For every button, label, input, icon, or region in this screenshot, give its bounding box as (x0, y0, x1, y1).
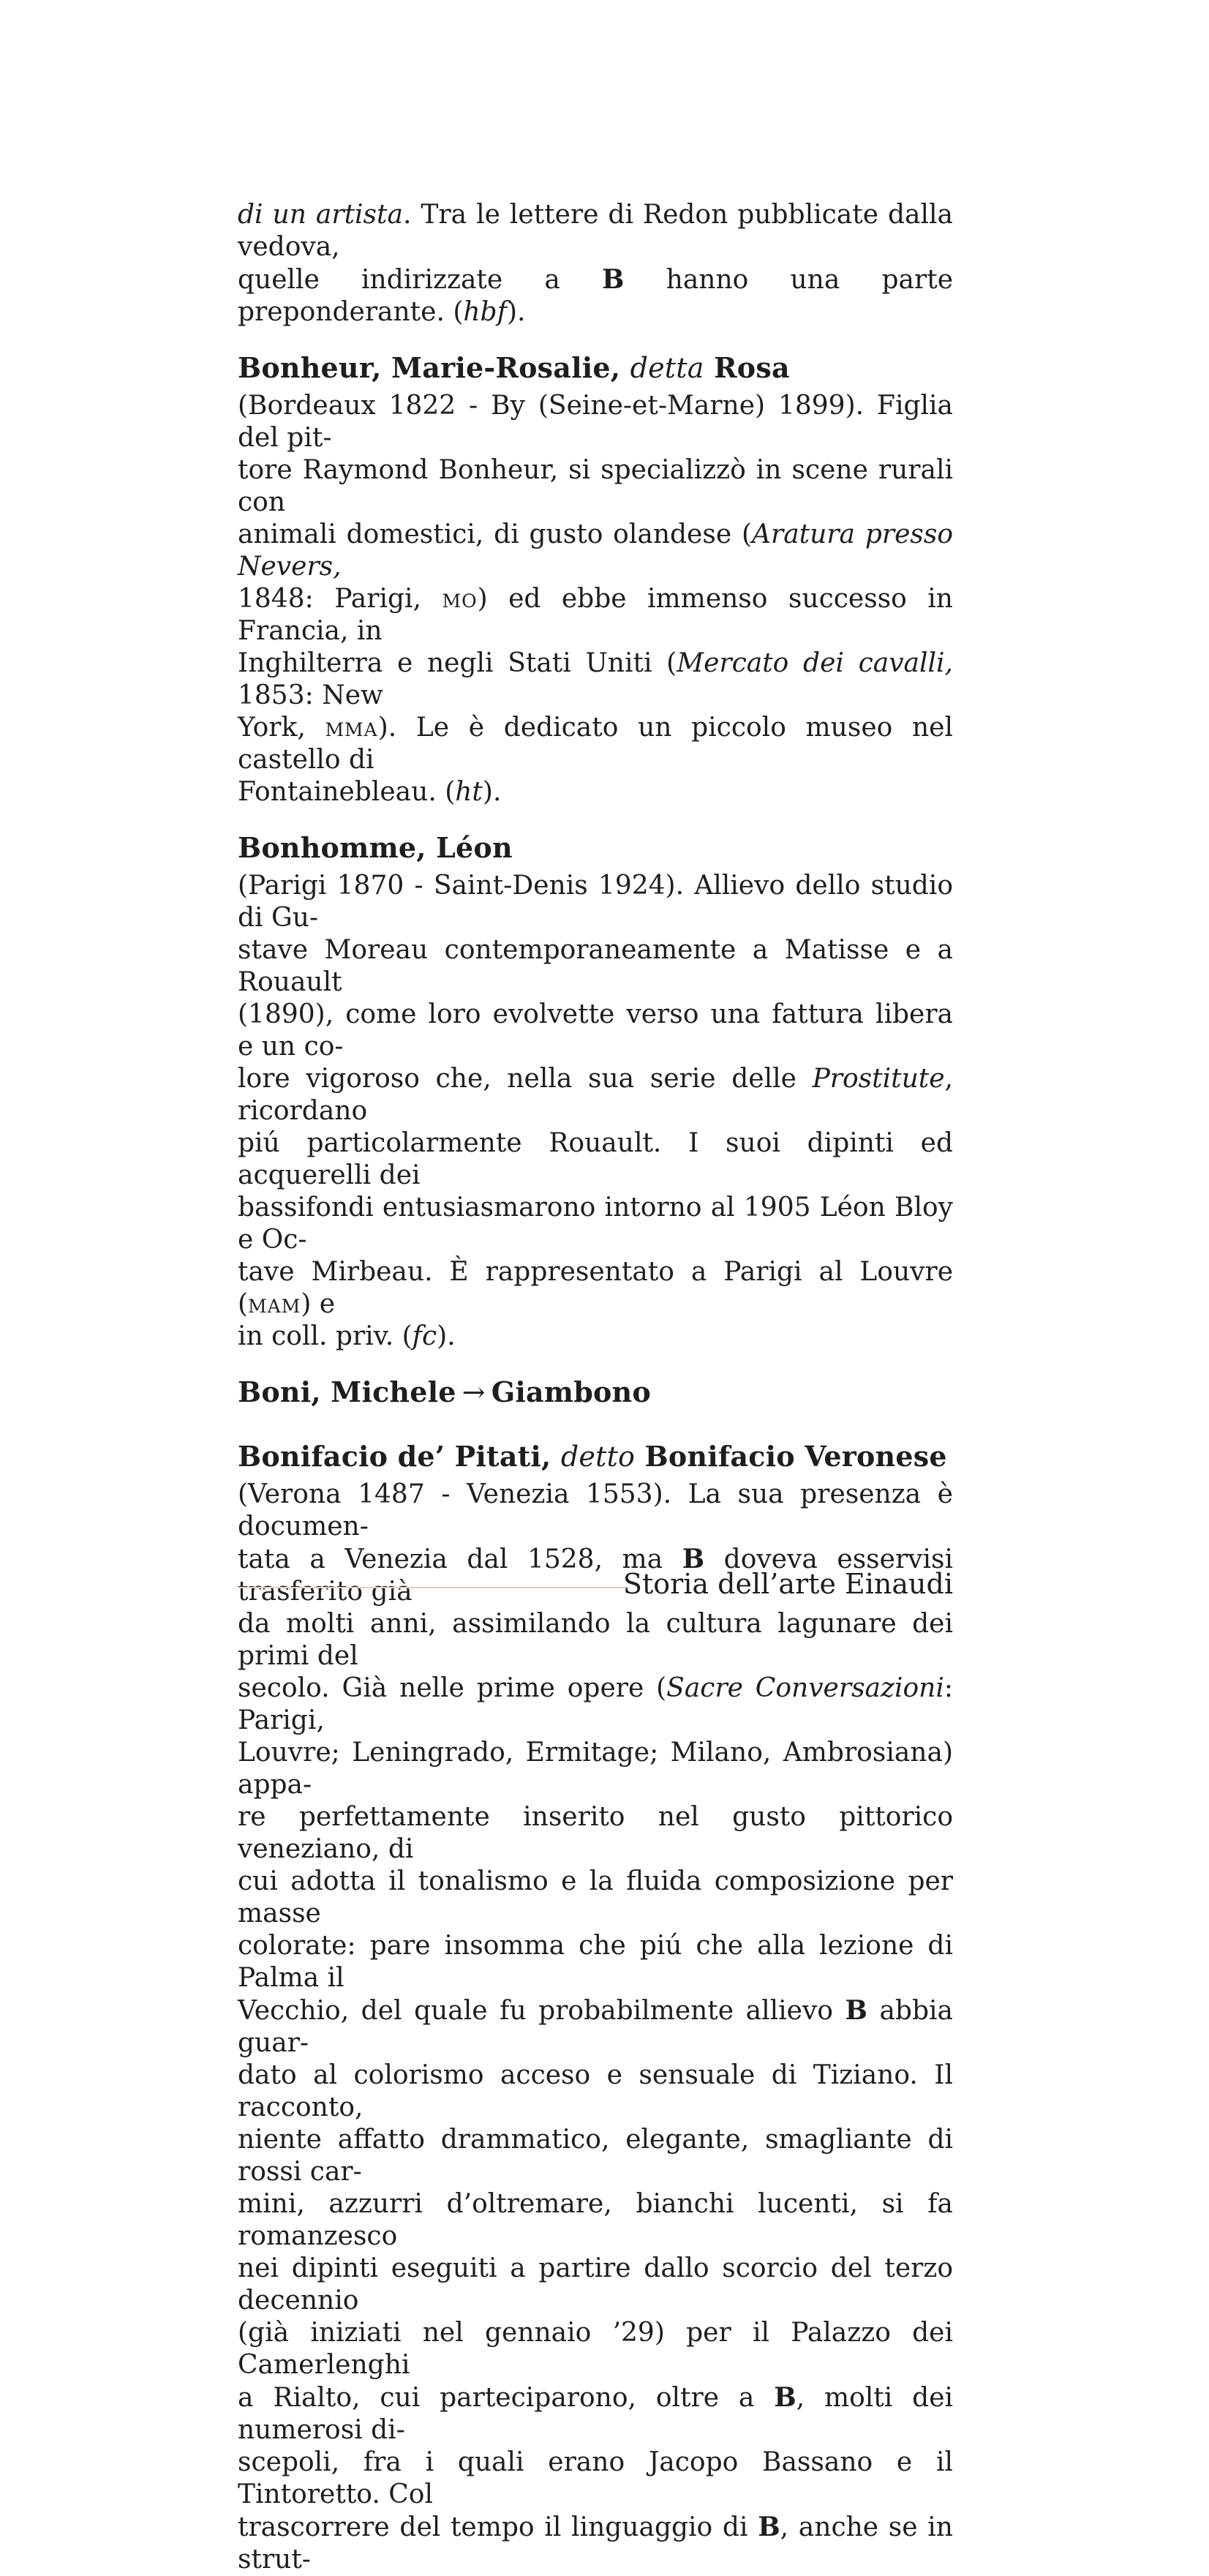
text-run: in coll. priv. ( (238, 1321, 413, 1351)
dictionary-entry (238, 1439, 953, 2576)
text-run: piú particolarmente Rouault. I suoi dipinti ed acquerelli dei (238, 1128, 953, 1190)
text-line (238, 2188, 953, 2253)
text-line (238, 776, 953, 808)
text-line (238, 1608, 953, 1672)
museum-abbreviation: mma (325, 713, 378, 743)
text-run: (Verona 1487 - Venezia 1553). La sua presenza è documen- (238, 1479, 953, 1542)
heading-part: Bonhomme, Léon (238, 831, 513, 864)
text-run: , molti dei numerosi di- (238, 2383, 954, 2445)
text-line (238, 2511, 953, 2576)
italic-text: ht (455, 777, 483, 807)
text-line (238, 2447, 953, 2511)
text-run: re perfettamente inserito nel gusto pittorico veneziano, di (238, 1802, 953, 1864)
text-run: York, (238, 713, 325, 743)
italic-text: di un artista (238, 200, 403, 230)
dictionary-entry (238, 830, 953, 1353)
text-line (238, 999, 953, 1063)
text-run: niente affatto drammatico, elegante, smagliante di rossi car- (238, 2125, 953, 2187)
text-run: : Parigi, (238, 1673, 953, 1735)
bold-text: B (758, 2512, 780, 2542)
text-run: ). (482, 777, 502, 807)
text-line (238, 1192, 953, 1256)
heading-part: Bonifacio de’ Pitati, (238, 1440, 561, 1473)
text-line (238, 2381, 953, 2447)
text-run: tave Mirbeau. È rappresentato a Parigi al Louvre ( (238, 1257, 953, 1319)
heading-part: detta (630, 352, 704, 384)
text-line (238, 263, 953, 328)
text-run: tata a Venezia dal 1528, ma (238, 1544, 682, 1574)
text-run: scepoli, fra i quali erano Jacopo Bassano e il Tintoretto. Col (238, 2447, 953, 2509)
museum-abbreviation: mo (442, 584, 478, 614)
text-line (238, 647, 953, 712)
text-line (238, 2059, 953, 2124)
heading-part: Bonheur, Marie-Rosalie, (238, 351, 630, 384)
text-run: ). Le è dedicato un piccolo museo nel castello di (238, 713, 953, 775)
text-run: Inghilterra e negli Stati Uniti ( (238, 648, 677, 678)
text-run: bassifondi entusiasmarono intorno al 1905 Léon Bloy e Oc- (238, 1193, 953, 1255)
text-run: 1853: New (238, 680, 383, 710)
museum-abbreviation: mam (248, 1289, 301, 1319)
footer-title: Storia dell’arte Einaudi (622, 1568, 953, 1600)
footer-rule (238, 1587, 629, 1588)
text-line (238, 870, 953, 934)
text-run: Fontainebleau. ( (238, 777, 456, 807)
entry-body (238, 870, 953, 1353)
heading-part: Boni, Michele (238, 1375, 456, 1408)
text-run: quelle indirizzate a (238, 265, 603, 295)
text-run: Louvre; Leningrado, Ermitage; Milano, Ambrosiana) appa- (238, 1738, 953, 1800)
text-run: ). (437, 1321, 456, 1351)
text-run: , anche se in strut- (238, 2512, 953, 2575)
text-run: ) ed ebbe immenso successo in Francia, in (238, 584, 953, 646)
text-line (238, 1866, 953, 1930)
text-run: colorate: pare insomma che piú che alla lezione di Palma il (238, 1931, 953, 1993)
entry-heading (238, 830, 953, 865)
text-run: cui adotta il tonalismo e la fluida composizione per masse (238, 1866, 953, 1929)
italic-text: Prostitute (812, 1064, 945, 1094)
text-run: (Bordeaux 1822 - By (Seine-et-Marne) 1899). Figlia del pit- (238, 391, 953, 453)
entry-body (238, 390, 953, 808)
text-run: lore vigoroso che, nella sua serie delle (238, 1064, 813, 1094)
text-line (238, 2317, 953, 2381)
bold-text: B (845, 1995, 867, 2026)
italic-text: Sacre Conversazioni (666, 1673, 944, 1703)
entry-body (238, 1479, 953, 2576)
text-run: a Rialto, cui parteciparono, oltre a (238, 2383, 775, 2413)
text-run: abbia guar- (238, 1996, 953, 2058)
text-line (238, 390, 953, 454)
text-line (238, 199, 953, 263)
heading-part: Rosa (704, 351, 790, 384)
text-line (238, 2253, 953, 2317)
text-run: 1848: Parigi, (238, 584, 442, 614)
bold-text: B (682, 1544, 705, 1574)
text-run: ). (506, 297, 526, 327)
heading-part: detto (560, 1441, 636, 1473)
entry-heading (238, 1439, 953, 1474)
dictionary-entries (238, 350, 953, 2576)
text-run: (Parigi 1870 - Saint-Denis 1924). Allievo dello studio di Gu- (238, 871, 953, 933)
text-run: dato al colorismo acceso e sensuale di Tiziano. Il racconto, (238, 2060, 953, 2122)
text-run: doveva esservisi trasferito già (238, 1544, 953, 1607)
bold-text: B (774, 2382, 796, 2413)
page-content (238, 199, 953, 2576)
page-footer (238, 1566, 953, 1603)
text-line (238, 712, 953, 776)
text-line (238, 1801, 953, 1866)
text-line (238, 2124, 953, 2188)
heading-part: Giambono (491, 1375, 651, 1408)
text-line (238, 583, 953, 647)
text-line (238, 1321, 953, 1353)
text-run: (1890), come loro evolvette verso una fattura libera e un co- (238, 999, 953, 1062)
text-run: , ricordano (238, 1064, 953, 1126)
italic-text: Mercato dei cavalli, (677, 648, 953, 678)
italic-text: Aratura presso Nevers, (238, 519, 954, 582)
text-run: hanno una parte preponderante. ( (238, 265, 953, 327)
text-run: tore Raymond Bonheur, si specializzò in scene rurali con (238, 455, 953, 517)
text-line (238, 1930, 953, 1994)
continued-entry-text (238, 199, 953, 328)
heading-part: Bonifacio Veronese (635, 1440, 947, 1473)
italic-text: fc (412, 1321, 437, 1351)
italic-text: hbf (463, 297, 507, 327)
text-run: (già iniziati nel gennaio ’29) per il Palazzo dei Camerlenghi (238, 2318, 953, 2380)
text-run: trascorrere del tempo il linguaggio di (238, 2512, 758, 2542)
text-line (238, 1127, 953, 1192)
cross-reference-arrow: → (462, 1376, 486, 1408)
text-line (238, 1063, 953, 1127)
text-run: ) e (301, 1289, 336, 1319)
entry-heading (238, 1375, 953, 1410)
dictionary-entry (238, 350, 953, 808)
text-line (238, 1994, 953, 2059)
text-line (238, 1672, 953, 1737)
bold-text: B (602, 264, 625, 295)
entry-heading (238, 350, 953, 386)
text-run: da molti anni, assimilando la cultura lagunare dei primi del (238, 1609, 953, 1671)
text-run: mini, azzurri d’oltremare, bianchi lucenti, si fa romanzesco (238, 2189, 953, 2251)
text-line (238, 1256, 953, 1321)
text-run: nei dipinti eseguiti a partire dallo scorcio del terzo decennio (238, 2253, 953, 2316)
text-run: Vecchio, del quale fu probabilmente allievo (238, 1996, 845, 2026)
text-line (238, 454, 953, 519)
text-run: secolo. Già nelle prime opere ( (238, 1673, 667, 1703)
text-run: . Tra le lettere di Redon pubblicate dalla vedova, (238, 200, 954, 262)
text-line (238, 1479, 953, 1543)
cross-reference-entry (238, 1375, 953, 1410)
text-line (238, 934, 953, 999)
text-line (238, 519, 953, 583)
text-run: animali domestici, di gusto olandese ( (238, 519, 753, 549)
text-line (238, 1737, 953, 1801)
text-run: stave Moreau contemporaneamente a Matisse e a Rouault (238, 935, 953, 997)
